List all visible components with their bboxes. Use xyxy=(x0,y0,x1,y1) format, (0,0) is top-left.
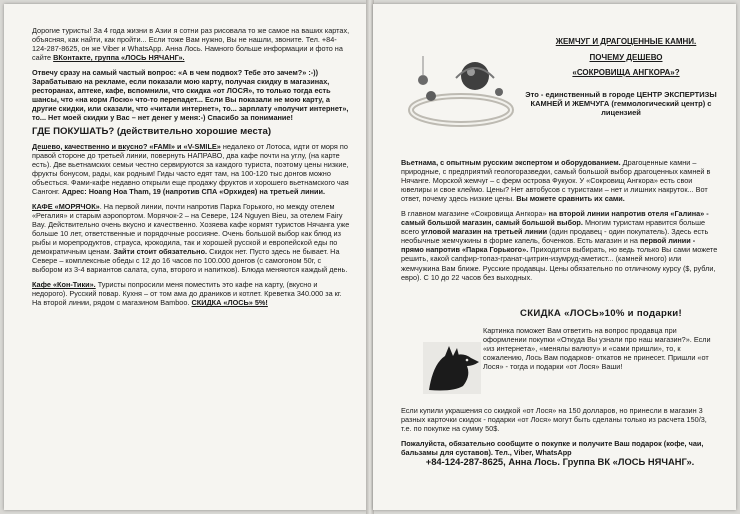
right-column xyxy=(401,158,719,282)
main-shop-intro: В главном магазине «Сокровища Ангкора» xyxy=(401,209,547,219)
shops-paragraph xyxy=(401,209,719,281)
vk-group-link[interactable]: ВКонтакте, группа «ЛОСЬ НЯЧАНГ». xyxy=(53,53,185,63)
cafe-kontiki-text: Туристы попросили меня поместить это кафе на карту, (вкусно и недорого). Русский повар. Кухня – от том ама до драников и котлет. Креветка 340.000 за кг. На второй линии, рядом с магазином Bamboo. xyxy=(32,280,342,308)
corner-shop-location: угловой магазин на третьей линии xyxy=(421,227,548,237)
gift-text: Пожалуйста, обязательно сообщите о покупке и получите Ваш подарок (кофе, чаи, бальзамы для суставов). Тел., Viber, WhatsApp xyxy=(401,439,704,458)
picture-explanation: Картинка поможет Вам ответить на вопрос продавца при оформлении покупки «Откуда Вы узнали про наш магазин?». Если «из интернета», «менялы валюту» и «сами пришли», то, к сожалению, Лось Вам подарков- откатов не принесет. Пришли «от Лося» - тогда и подарки «от Лося» Ваши! xyxy=(483,326,711,372)
intro-paragraph xyxy=(32,26,350,62)
cafe-kontiki-discount: СКИДКА «ЛОСЬ» 5%! xyxy=(191,298,268,308)
center-intro: Это - единственный в городе ЦЕНТР ЭКСПЕРТИЗЫ КАМНЕЙ И ЖЕМЧУГА (геммологический центр) с лицензией xyxy=(525,90,717,117)
header-line-2: ПОЧЕМУ ДЕШЕВО xyxy=(589,52,663,62)
cafe-kontiki-title: Кафе «Кон-Тики». xyxy=(32,280,96,290)
left-column xyxy=(32,26,350,307)
header-line-1: ЖЕМЧУГ И ДРАГОЦЕННЫЕ КАМНИ. xyxy=(555,37,697,46)
faq-text: Отвечу сразу на самый частый вопрос: «А в чем подвох? Тебе это зачем?» :-)) Зарабатываю на рекламе, если показали мою карту, получая скидку в магазинах, ресторанах, аптеке, кафе, вспомнили, что скидка «от ЛОСЯ», то только тогда есть шансы, что «на корм Лосю» что-то перепадет... Если Вы показали не мою карту, а другие скидки, или сказали, что «читали интернет», то... зарплату «получит интернет», то... Нет моей скидки у Вас – нет денег у меня:-) Спасибо за понимание! xyxy=(32,68,349,123)
cafe-fami-title: Дешево, качественно и вкусно? «FAMI» и «V-SMILE» xyxy=(32,141,221,151)
jewelry-header xyxy=(531,34,721,81)
eat-heading: ГДЕ ПОКУШАТЬ? (действительно хорошие места) xyxy=(32,126,272,138)
intro-text: Дорогие туристы! За 4 года жизни в Азии я сотни раз рисовала то же самое на ваших картах, объясняя, как найти, как пройти... Если тоже Вам нужно, Вы не нашли, звоните. Тел. +84-124-287-8625, он же Viber и WhatsApp. Анна Лось. Намного больше информации и фото на сайте xyxy=(32,26,350,63)
cafe-fami-address: Адрес: Hoang Hoa Tham, 19 (напротив СПА «Орхидея) на третьей линии. xyxy=(61,186,325,196)
cafe-moryachok-must-visit: Зайти стоит обязательно. xyxy=(113,247,208,257)
pearl-jewelry-icon xyxy=(401,38,519,138)
wolf-silhouette-icon xyxy=(423,342,481,394)
cards-note: Если купили украшения со скидкой «от Лося» на 150 долларов, но принесли в магазин 3 разных карточки скидок - подарки «от Лося» могут быть сделаны только из расчета 150/3, т.е. по покупке на сумму 50$. xyxy=(401,406,707,434)
license-text: Вьетнама, с опытным русским экспертом и оборудованием. xyxy=(401,158,621,167)
gift-note xyxy=(401,439,719,457)
left-page xyxy=(4,4,367,510)
cafe-moryachok-title: КАФЕ «МОРЯЧОК» xyxy=(32,201,100,211)
stones-text: Драгоценные камни – природные, с предприятий геологоразведки, самый большой выбор драгоценных камней в Нячанге. Морской жемчуг – с ферм острова Фукуок. У «Сокровищ Ангкора» есть свои ювелиры и свое клеймо. Цены? Нет автобусов с туристами – нет и лишних накруток... Вот ответ, почему здесь низкие цены. xyxy=(401,158,711,204)
cafe-fami-text: недалеко от Лотоса, идти от моря по правой стороне до третьей линии, повернуть НАПРАВО, два кафе почти на углу, (на карте есть). Две вьетнамских семьи честно сервируются за каждого туриста, поэтому цены низкие, фрукты бонусом, рады, как родным! Гиды часто едят там, на 100-120 тыс донгов можно объесться. Фами-кафе недавно открыли еще продажу фруктов и хорошего вьетнамского чая Сангонг. xyxy=(32,141,349,196)
cafe-moryachok-text2: Скидок нет. Пусто здесь не бывает. На Севере – комплексные обеды с 12 до 16 часов по 100.000 донгов (с самогоном 50г, с выбором из 3-4 вариантов салата, супа, второго и напитков). Блюда меняются каждый день. xyxy=(32,247,348,275)
cafe-kontiki-paragraph xyxy=(32,280,350,307)
contact-phone[interactable]: +84-124-287-8625, Анна Лось. Группа ВК «ЛОСЬ НЯЧАНГ». xyxy=(425,456,695,467)
stones-paragraph xyxy=(401,158,719,203)
cafe-moryachok-text: . На первой линии, почти напротив Парка Горького, но между отелем «Регалия» и старым аэропортом. Морячок-2 – на Севере, 124 Nguyen Bieu, за отелем Fairy Bay. Действительно очень вкусно и качественно. Хозяева кафе кормят туристов Нячанга уже больше 10 лет, ответственные и порядочные россияне. Очень большой выбор как блюд из рыбы и морепродуктов, страуса, крокодила, так и хорошей русской и европейской еды по демократичным ценам. xyxy=(32,201,350,257)
first-line-shop: первой линии - прямо напротив «Парка Горького». xyxy=(401,236,696,255)
header-line-3: «СОКРОВИЩА АНГКОРА»? xyxy=(572,68,680,77)
compare-text: Вы можете сравнить их сами. xyxy=(516,194,625,204)
choose-text: Приходится выбирать, но ведь только Вы сами можете решить, какой сапфир-топаз-гранат-цитрин-изумруд-аметист... (камней много) или жемчужина Вам ближе. Русские продавцы. Цены обязательно по отличному курсу ($, рубли, евро). С 10 до 22 часов без выходных. xyxy=(401,245,718,282)
discount-title: СКИДКА «ЛОСЬ»10% и подарки! xyxy=(520,308,682,319)
cafe-moryachok-paragraph xyxy=(32,202,350,274)
corner-shop-text: (один продавец - один покупатель). Здесь есть необычные жемчужины в форме капель, боченков. Есть магазин и на xyxy=(401,227,709,246)
cafe-fami-paragraph xyxy=(32,142,350,196)
bottom-notes xyxy=(401,406,719,457)
corner-shop-intro: Многим туристам нравится больше всего xyxy=(401,218,706,237)
main-shop-location: на второй линии напротив отеля «Галина» - самый большой магазин, самый большой выбор. xyxy=(401,209,709,228)
right-page xyxy=(373,4,736,510)
faq-paragraph xyxy=(32,68,350,122)
